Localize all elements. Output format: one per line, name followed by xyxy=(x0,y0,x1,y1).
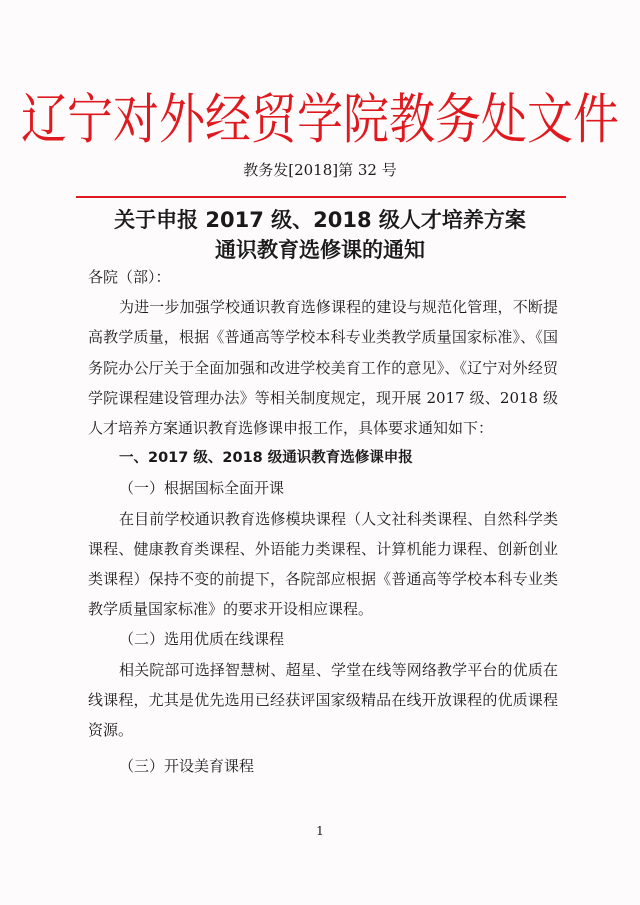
document-number: 教务发[2018]第 32 号 xyxy=(243,161,397,179)
subsection-3-heading: （三）开设美育课程 xyxy=(119,757,255,776)
section-1-heading: 一、2017 级、2018 级通识教育选修课申报 xyxy=(119,450,413,467)
title-line-1: 关于申报 2017 级、2018 级人才培养方案 xyxy=(114,208,526,232)
title-line-2: 通识教育选修课的通知 xyxy=(215,238,425,262)
subsection-1-heading: （一）根据国标全面开课 xyxy=(119,479,285,498)
salutation: 各院（部）： xyxy=(88,268,171,286)
header-divider xyxy=(76,196,566,198)
document-header: 辽宁对外经贸学院教务处文件 xyxy=(21,87,619,151)
subsection-2-heading: （二）选用优质在线课程 xyxy=(119,630,285,649)
intro-paragraph: 为进一步加强学校通识教育选修课程的建设与规范化管理，不断提高教学质量，根据《普通高等学校本科专业类教学质量国家标准》、《国务院办公厅关于全面加强和改进学校美育工作的意见》、《辽宁对外经贸学院课程建设管理办法》等相关制度规定，现开展 2017 级、2018 级人才培养方案通识教育选修课申报工作，具体要求通知如下： xyxy=(88,298,558,438)
document-title xyxy=(0,205,640,265)
page-number: 1 xyxy=(316,824,324,838)
subsection-2-paragraph: 相关院部可选择智慧树、超星、学堂在线等网络教学平台的优质在线课程，尤其是优先选用已经获评国家级精品在线开放课程的优质课程资源。 xyxy=(88,660,558,740)
document-body xyxy=(88,262,558,781)
subsection-1-paragraph: 在目前学校通识教育选修模块课程（人文社科类课程、自然科学类课程、健康教育类课程、外语能力类课程、计算机能力课程、创新创业类课程）保持不变的前提下，各院部应根据《普通高等学校本科专业类教学质量国家标准》的要求开设相应课程。 xyxy=(88,509,558,619)
